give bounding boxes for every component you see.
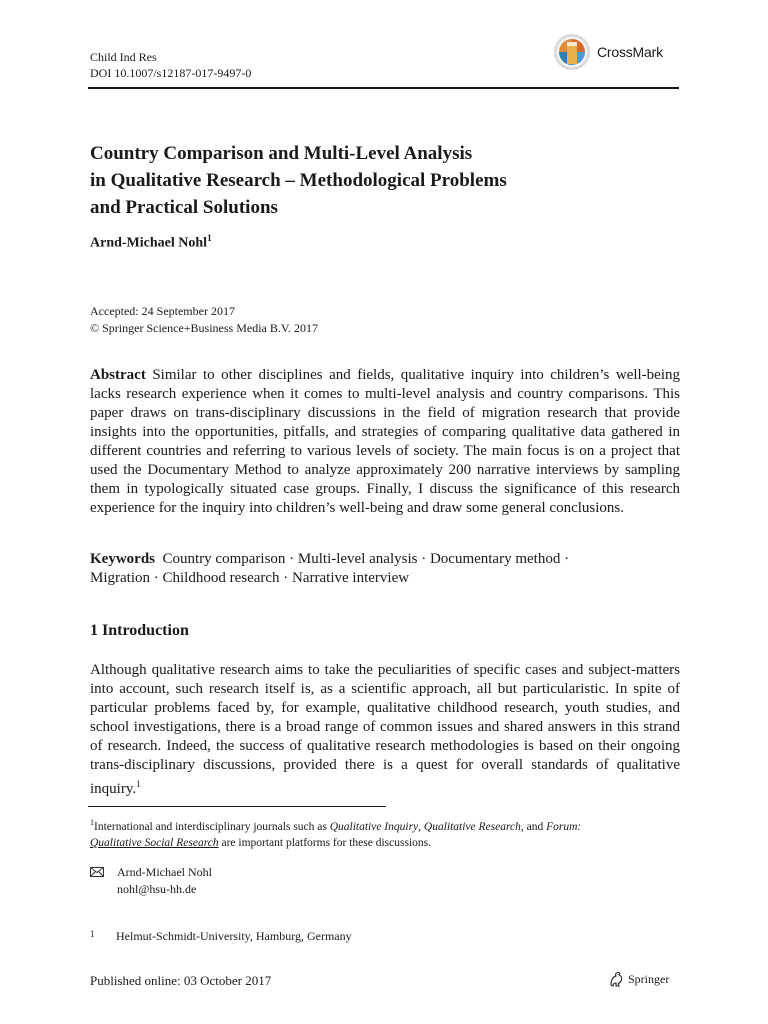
keywords-label: Keywords — [90, 551, 155, 567]
contact-email[interactable]: nohl@hsu-hh.de — [117, 882, 197, 896]
section-heading-introduction: 1 Introduction — [90, 622, 189, 639]
footnote-number: 1 — [90, 818, 94, 827]
footnote-separator: , — [418, 820, 424, 833]
affiliation — [90, 929, 352, 944]
published-date: Published online: 03 October 2017 — [90, 973, 272, 988]
crossmark-label: CrossMark — [597, 44, 663, 60]
copyright-notice: © Springer Science+Business Media B.V. 2017 — [90, 321, 318, 335]
title-line: in Qualitative Research – Methodological Problems — [90, 170, 507, 191]
author-name: Arnd-Michael Nohl — [90, 235, 208, 251]
springer-logo — [609, 971, 669, 987]
affiliation-text: Helmut-Schmidt-University, Hamburg, Germany — [116, 929, 352, 943]
journal-name-1: Qualitative Inquiry — [329, 820, 419, 833]
springer-horse-icon — [609, 971, 624, 987]
journal-name-3a: Forum: — [546, 820, 582, 833]
intro-text: Although qualitative research aims to take the peculiarities of specific cases and subject-matters into account, such research itself is, as a scientific approach, all but particularistic. In spite of particular problems faced by, for example, qualitative childhood research, youth studies, and school investigations, there is a broad range of common issues and shared answers in this strand of research. Indeed, the success of qualitative research methodologies is based on their ongoing trans-disciplinary discussions, provided there is a quest for overall standards of qualitative inquiry. — [90, 662, 680, 797]
affiliation-number: 1 — [90, 929, 95, 939]
footnote-text: International and interdisciplinary journals such as — [94, 820, 330, 833]
abstract — [90, 366, 680, 518]
journal-name: Child Ind Res — [90, 50, 157, 64]
accepted-date: Accepted: 24 September 2017 — [90, 304, 235, 318]
footnote-text: are important platforms for these discussions. — [218, 836, 431, 849]
article-title — [90, 140, 650, 221]
author-affiliation-ref: 1 — [207, 233, 212, 243]
journal-name-3b: Qualitative Social Research — [90, 836, 219, 849]
corresponding-author — [90, 864, 212, 898]
journal-name-2: Qualitative Research — [423, 820, 521, 833]
title-line: Country Comparison and Multi-Level Analysis — [90, 143, 473, 164]
header-divider — [88, 87, 679, 89]
keywords — [90, 550, 680, 588]
introduction-paragraph — [90, 661, 680, 799]
title-line: and Practical Solutions — [90, 197, 278, 218]
abstract-text: Similar to other disciplines and fields, qualitative inquiry into children’s well-being lacks research experience when it comes to multi-level analysis and country comparisons. This paper draws on trans-disciplinary discussions in the field of migration research that provide insights into the opportunities, pitfalls, and strategies of comparing qualitative data gathered in different countries and referring to various levels of society. The main focus is on a project that used the Documentary Method to analyze approximately 200 narrative interviews by sampling them in typologically situated case groups. Finally, I discuss the significance of this research experience for the inquiry into children’s well-being and draw some general conclusions. — [90, 367, 681, 516]
footnote — [90, 815, 680, 851]
crossmark-badge[interactable] — [553, 33, 663, 71]
abstract-label: Abstract — [90, 367, 146, 383]
crossmark-icon — [553, 33, 591, 71]
keywords-line-2: Migration · Childhood research · Narrative interview — [90, 570, 410, 586]
author-line — [90, 233, 212, 252]
contact-name: Arnd-Michael Nohl — [117, 865, 212, 879]
article-meta — [90, 303, 318, 337]
footnote-text: , and — [520, 820, 547, 833]
footnote-ref[interactable]: 1 — [136, 779, 141, 789]
journal-header — [90, 49, 251, 81]
keywords-line-1: Country comparison · Multi-level analysis · Documentary method · — [162, 551, 570, 567]
doi: DOI 10.1007/s12187-017-9497-0 — [90, 66, 252, 80]
publisher-name: Springer — [628, 971, 670, 986]
envelope-icon — [90, 867, 104, 877]
footnote-divider — [88, 806, 386, 807]
